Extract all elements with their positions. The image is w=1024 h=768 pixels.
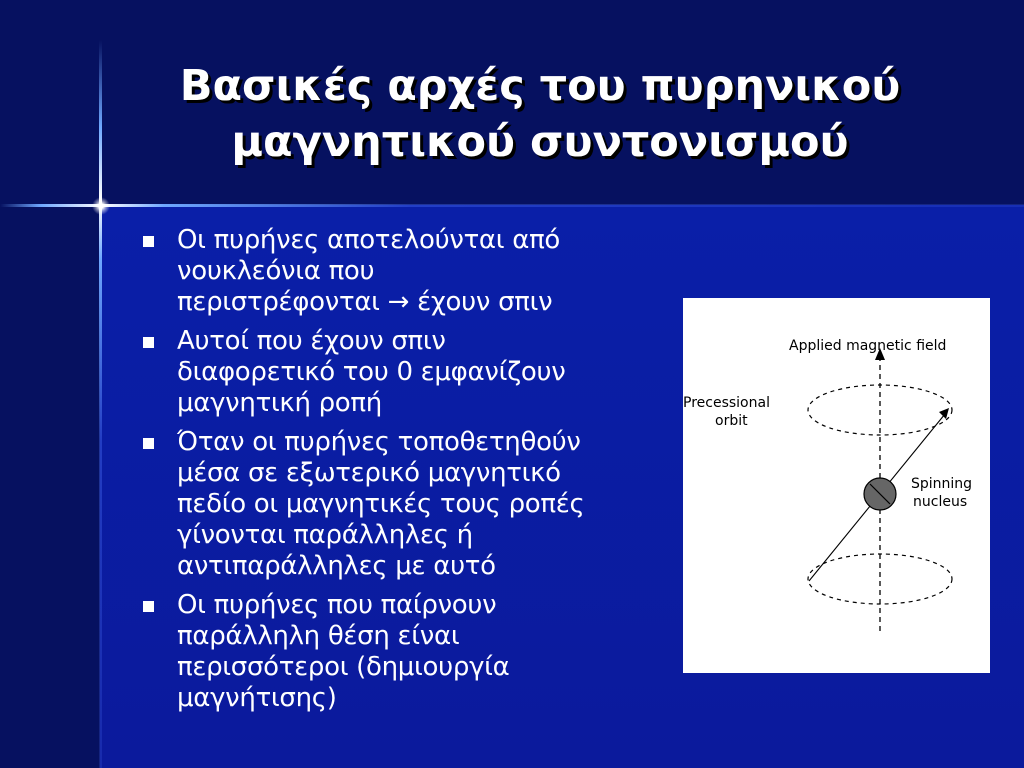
spinning-nucleus-label-line1: Spinning [911,476,973,492]
left-band [0,205,100,768]
precession-svg [683,298,990,673]
bullet-item [138,326,668,419]
precessional-orbit-label-line2: orbit [715,413,748,429]
bullet-text [177,225,668,318]
title-line-1: Βασικές αρχές του πυρηνικού [179,61,901,111]
bullet-line: γίνονται παράλληλες ή [177,520,473,550]
bullet-item [138,590,668,714]
square-bullet-icon [143,236,154,247]
bullet-list [138,225,668,722]
spinning-nucleus-label-line2: nucleus [913,494,968,510]
vertical-light-line [99,40,102,768]
bullet-item [138,225,668,318]
bullet-line: Οι πυρήνες αποτελούνται από [177,225,561,255]
precession-diagram [683,298,990,673]
square-bullet-icon [143,337,154,348]
bullet-line: αντιπαράλληλες με αυτό [177,551,496,581]
bullet-line: μέσα σε εξωτερικό μαγνητικό [177,458,561,488]
bullet-line: διαφορετικό του 0 εμφανίζουν [177,357,566,387]
bullet-text [177,590,668,714]
bullet-line: Αυτοί που έχουν σπιν [177,326,446,356]
bullet-line: Όταν οι πυρήνες τοποθετηθούν [177,427,581,457]
bullet-text [177,427,668,582]
bottom-precession-ellipse [808,554,952,604]
spin-arrowhead-icon [939,408,949,419]
square-bullet-icon [143,438,154,449]
bullet-line: περιστρέφονται → έχουν σπιν [177,287,553,317]
bullet-line: μαγνήτισης) [177,683,337,713]
sparkle-icon [92,197,110,215]
bullet-line: παράλληλη θέση είναι [177,621,460,651]
bullet-line: περισσότεροι (δημιουργία [177,652,510,682]
precessional-orbit-label-line1: Precessional [683,395,770,411]
applied-field-label: Applied magnetic field [789,338,947,354]
square-bullet-icon [143,601,154,612]
bullet-text [177,326,668,419]
bullet-line: πεδίο οι μαγνητικές τους ροπές [177,489,585,519]
bullet-item [138,427,668,582]
horizontal-light-line [0,204,1024,207]
bullet-line: μαγνητική ροπή [177,388,382,418]
bullet-line: Οι πυρήνες που παίρνουν [177,590,497,620]
bullet-line: νουκλεόνια που [177,256,375,286]
title-line-2: μαγνητικού συντονισμού [231,117,849,167]
slide-title [110,58,970,170]
